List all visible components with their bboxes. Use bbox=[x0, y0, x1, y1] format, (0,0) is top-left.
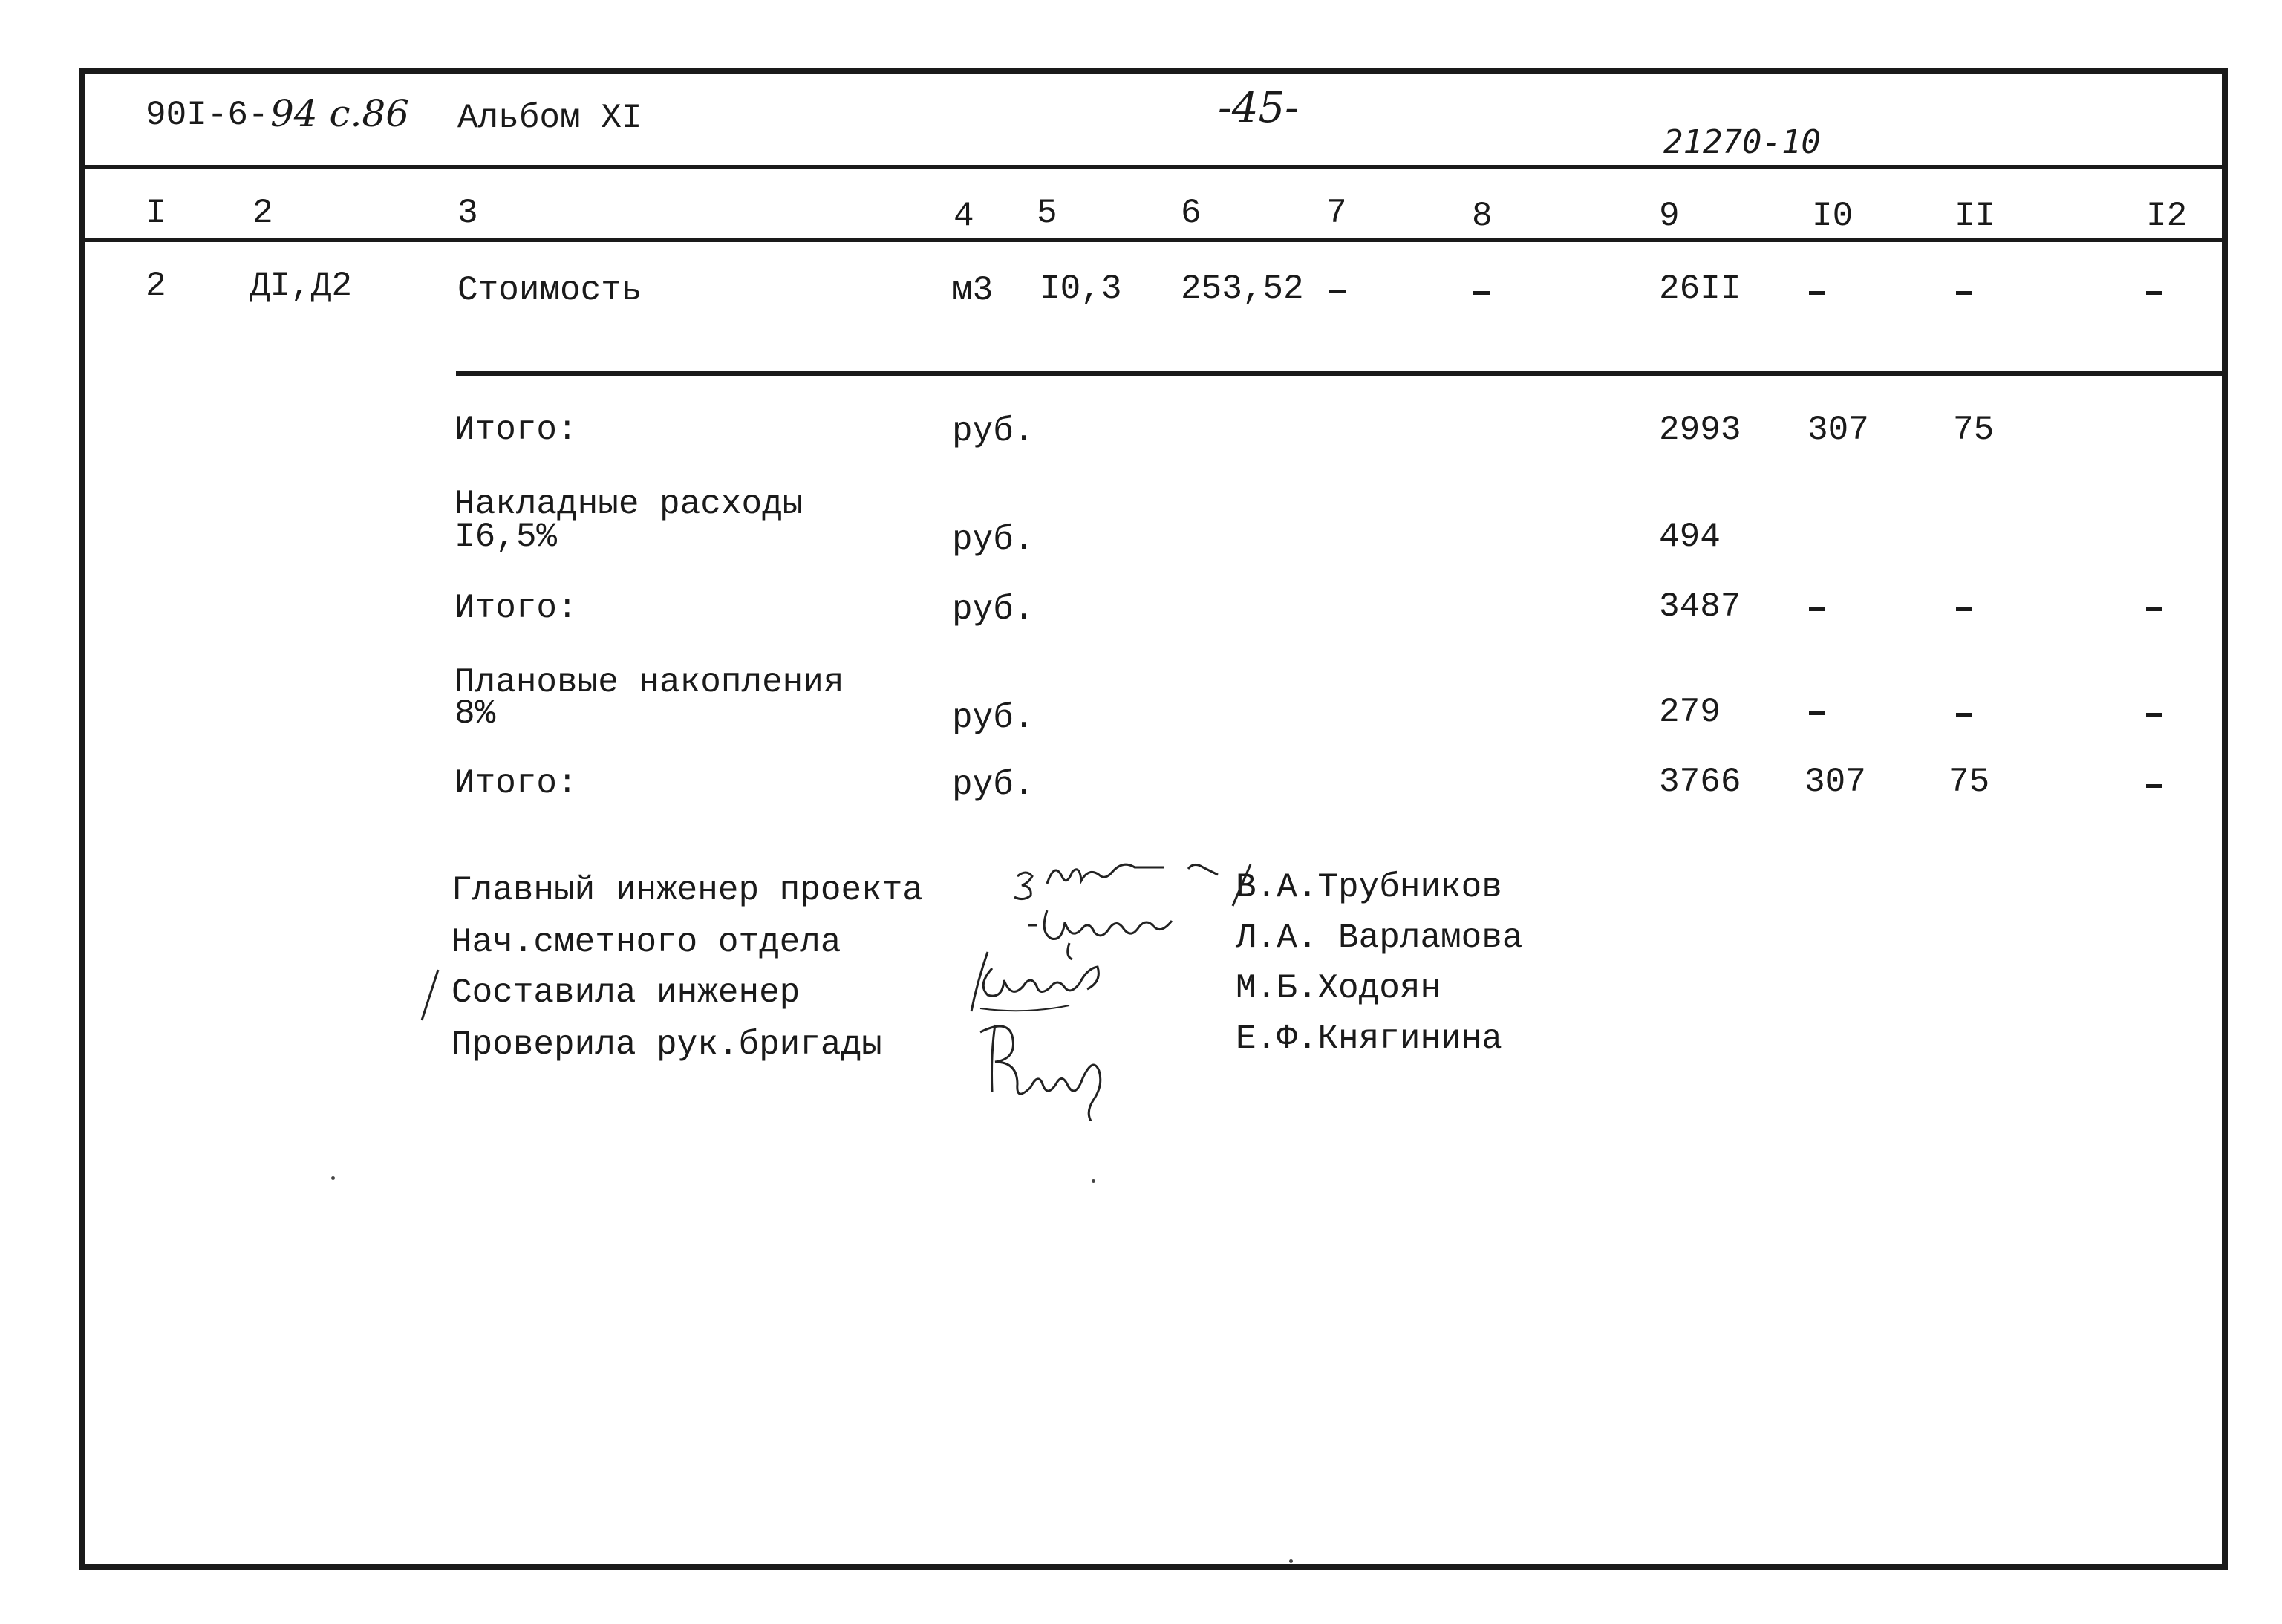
subtotal-2-unit: руб. bbox=[952, 590, 1034, 629]
overhead-label: Накладные расходы bbox=[454, 485, 803, 524]
doc-code-printed: 90I-6- bbox=[146, 96, 269, 134]
item-col7-dash bbox=[1329, 290, 1346, 293]
subtotal-col11: 75 bbox=[1953, 411, 1995, 449]
stray-dot bbox=[1092, 1179, 1095, 1183]
col-number-11: II bbox=[1955, 197, 1996, 235]
col-number-2: 2 bbox=[252, 194, 273, 232]
signature-role-compiler: Составила инженер bbox=[451, 974, 801, 1012]
document-frame bbox=[79, 68, 2228, 1570]
planned-savings-unit: руб. bbox=[952, 699, 1034, 737]
stray-dot bbox=[1289, 1559, 1293, 1563]
subtotal-col10: 307 bbox=[1807, 411, 1869, 449]
grand-total-col12-dash bbox=[2146, 784, 2162, 788]
subtotal-2-col11-dash bbox=[1956, 607, 1972, 611]
grand-total-col10: 307 bbox=[1805, 763, 1866, 801]
item-col11-dash bbox=[1956, 291, 1972, 295]
grand-total-col9: 3766 bbox=[1659, 763, 1741, 801]
item-total: 26II bbox=[1659, 270, 1741, 308]
doc-code-handwritten: 94 с.86 bbox=[270, 92, 410, 135]
planned-savings-col9: 279 bbox=[1659, 693, 1721, 731]
planned-savings-col12-dash bbox=[2146, 713, 2162, 717]
planned-savings-col10-dash bbox=[1809, 711, 1825, 715]
item-name: Стоимость bbox=[457, 271, 642, 310]
col-number-7: 7 bbox=[1326, 194, 1347, 232]
item-drawing-ref: ДI,Д2 bbox=[250, 267, 353, 305]
subtotal-2-col10-dash bbox=[1809, 607, 1825, 611]
inventory-stamp: 21270-10 bbox=[1663, 123, 1821, 161]
col-number-3: 3 bbox=[457, 194, 478, 232]
grand-total-unit: руб. bbox=[952, 766, 1034, 804]
album-title: Альбом XI bbox=[457, 99, 642, 137]
col-number-6: 6 bbox=[1181, 194, 1202, 232]
subtotal-unit: руб. bbox=[952, 412, 1034, 451]
signature-compiler bbox=[965, 946, 1144, 1020]
subtotal-2-label: Итого: bbox=[454, 589, 578, 627]
col-number-12: I2 bbox=[2146, 197, 2188, 235]
item-unit-price: 253,52 bbox=[1181, 270, 1304, 308]
header-rule bbox=[79, 165, 2228, 169]
item-position: 2 bbox=[146, 267, 166, 305]
col-number-8: 8 bbox=[1472, 197, 1493, 235]
signature-role-chief-engineer: Главный инженер проекта bbox=[451, 871, 923, 910]
column-numbers-rule bbox=[79, 238, 2228, 242]
signature-checker bbox=[973, 1010, 1121, 1121]
subtotal-col9: 2993 bbox=[1659, 411, 1741, 449]
col-number-9: 9 bbox=[1659, 197, 1680, 235]
col-number-10: I0 bbox=[1812, 197, 1854, 235]
overhead-col9: 494 bbox=[1659, 518, 1721, 556]
planned-savings-col11-dash bbox=[1956, 713, 1972, 717]
subtotal-2-col9: 3487 bbox=[1659, 587, 1741, 626]
planned-savings-rate: 8% bbox=[454, 694, 496, 733]
signature-name-compiler: М.Б.Ходоян bbox=[1236, 969, 1441, 1008]
overhead-rate: I6,5% bbox=[454, 518, 558, 556]
item-col8-dash bbox=[1473, 291, 1490, 295]
item-col12-dash bbox=[2146, 291, 2162, 295]
page-number: -45- bbox=[1218, 84, 1300, 132]
col-number-1: I bbox=[146, 194, 166, 232]
col-number-4: 4 bbox=[953, 197, 974, 235]
subtotal-2-col12-dash bbox=[2146, 607, 2162, 611]
grand-total-col11: 75 bbox=[1949, 763, 1990, 801]
stray-dot bbox=[331, 1176, 335, 1180]
item-rule bbox=[456, 371, 2228, 376]
grand-total-label: Итого: bbox=[454, 764, 578, 803]
planned-savings-label: Плановые накопления bbox=[454, 663, 844, 702]
overhead-unit: руб. bbox=[952, 521, 1034, 559]
margin-tick-mark bbox=[416, 965, 446, 1025]
item-quantity: I0,3 bbox=[1040, 270, 1122, 308]
signature-role-checker: Проверила рук.бригады bbox=[451, 1025, 882, 1064]
signature-name-chief-engineer: В.А.Трубников bbox=[1236, 868, 1502, 907]
item-unit: м3 bbox=[952, 271, 994, 310]
signature-name-checker: Е.Ф.Княгинина bbox=[1236, 1020, 1502, 1058]
subtotal-label: Итого: bbox=[454, 411, 578, 449]
col-number-5: 5 bbox=[1037, 194, 1057, 232]
item-col10-dash bbox=[1809, 291, 1825, 295]
signature-role-estimate-head: Нач.сметного отдела bbox=[451, 923, 841, 962]
signature-name-estimate-head: Л.А. Варламова bbox=[1236, 919, 1523, 957]
